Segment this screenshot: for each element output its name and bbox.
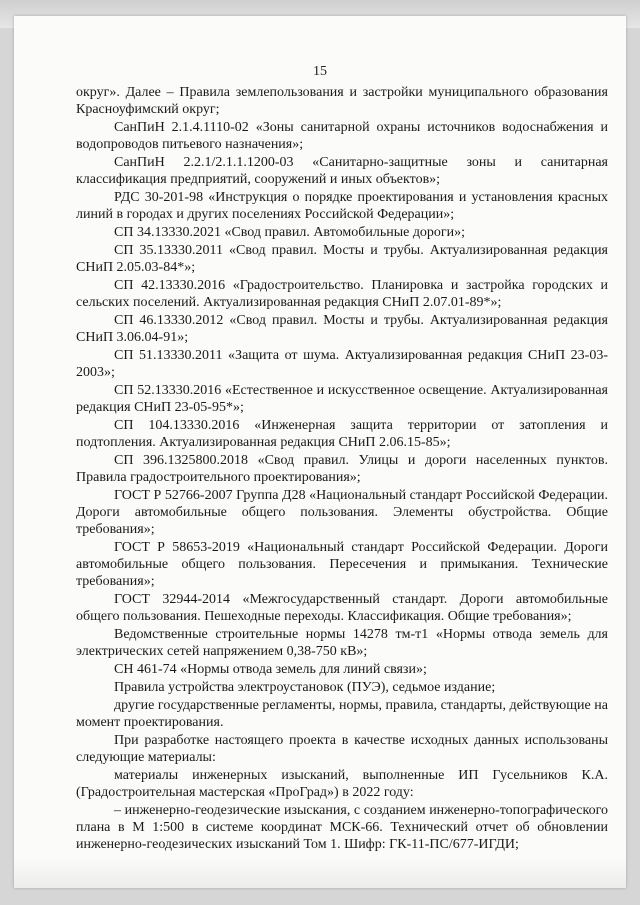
paragraph: СанПиН 2.1.4.1110-02 «Зоны санитарной охраны источников водоснабжения и водопроводов питьевого назначения»;	[76, 120, 608, 152]
document-body	[76, 84, 608, 854]
paragraph: другие государственные регламенты, нормы, правила, стандарты, действующие на момент проектирования.	[76, 698, 608, 730]
paragraph: округ». Далее – Правила землепользования и застройки муниципального образования Красноуфимский округ;	[76, 85, 608, 117]
paragraph: – инженерно-геодезические изыскания, с созданием инженерно-топографического плана в М 1:500 в системе координат МСК-66. Технический отчет об обновлении инженерно-геодезических изысканий Том 1. Шифр: ГК-11-ПС/677-ИГДИ;	[76, 803, 608, 852]
scan-bottom-shadow	[14, 858, 626, 888]
paragraph: материалы инженерных изысканий, выполненные ИП Гусельников К.А. (Градостроительная мастерская «ПроГрад») в 2022 году:	[76, 768, 608, 800]
paragraph: Правила устройства электроустановок (ПУЭ), седьмое издание;	[114, 680, 496, 695]
paragraph: ГОСТ 32944-2014 «Межгосударственный стандарт. Дороги автомобильные общего пользования. Пешеходные переходы. Классификация. Общие требования»;	[76, 592, 608, 624]
paragraph: При разработке настоящего проекта в качестве исходных данных использованы следующие материалы:	[76, 733, 608, 765]
paragraph: ГОСТ Р 52766-2007 Группа Д28 «Национальный стандарт Российской Федерации. Дороги автомобильные общего пользования. Элементы обустройства. Общие требования»;	[76, 488, 608, 537]
paragraph: СП 35.13330.2011 «Свод правил. Мосты и трубы. Актуализированная редакция СНиП 2.05.03-84*»;	[76, 243, 608, 275]
paragraph: РДС 30-201-98 «Инструкция о порядке проектирования и установления красных линий в городах и других поселениях Российской Федерации»;	[76, 190, 608, 222]
paragraph: СанПиН 2.2.1/2.1.1.1200-03 «Санитарно-защитные зоны и санитарная классификация предприятий, сооружений и иных объектов»;	[76, 155, 608, 187]
paragraph: Ведомственные строительные нормы 14278 тм-т1 «Нормы отвода земель для электрических сетей напряжением 0,38-750 кВ»;	[76, 627, 608, 659]
paragraph: СП 42.13330.2016 «Градостроительство. Планировка и застройка городских и сельских поселений. Актуализированная редакция СНиП 2.07.01-89*»;	[76, 278, 608, 310]
paragraph: СП 52.13330.2016 «Естественное и искусственное освещение. Актуализированная редакция СНиП 23-05-95*»;	[76, 383, 608, 415]
document-page	[14, 16, 626, 888]
paragraph: СП 396.1325800.2018 «Свод правил. Улицы и дороги населенных пунктов. Правила градостроительного проектирования»;	[76, 453, 608, 485]
paragraph: СП 34.13330.2021 «Свод правил. Автомобильные дороги»;	[114, 225, 466, 240]
page-number: 15	[313, 64, 327, 79]
paragraph: СН 461-74 «Нормы отвода земель для линий связи»;	[114, 662, 427, 677]
paragraph: СП 104.13330.2016 «Инженерная защита территории от затопления и подтопления. Актуализированная редакция СНиП 2.06.15-85»;	[76, 418, 608, 450]
paragraph: СП 51.13330.2011 «Защита от шума. Актуализированная редакция СНиП 23-03-2003»;	[76, 348, 608, 380]
paragraph: ГОСТ Р 58653-2019 «Национальный стандарт Российской Федерации. Дороги автомобильные общего пользования. Пересечения и примыкания. Технические требования»;	[76, 540, 608, 589]
paragraph: СП 46.13330.2012 «Свод правил. Мосты и трубы. Актуализированная редакция СНиП 3.06.04-91»;	[76, 313, 608, 345]
